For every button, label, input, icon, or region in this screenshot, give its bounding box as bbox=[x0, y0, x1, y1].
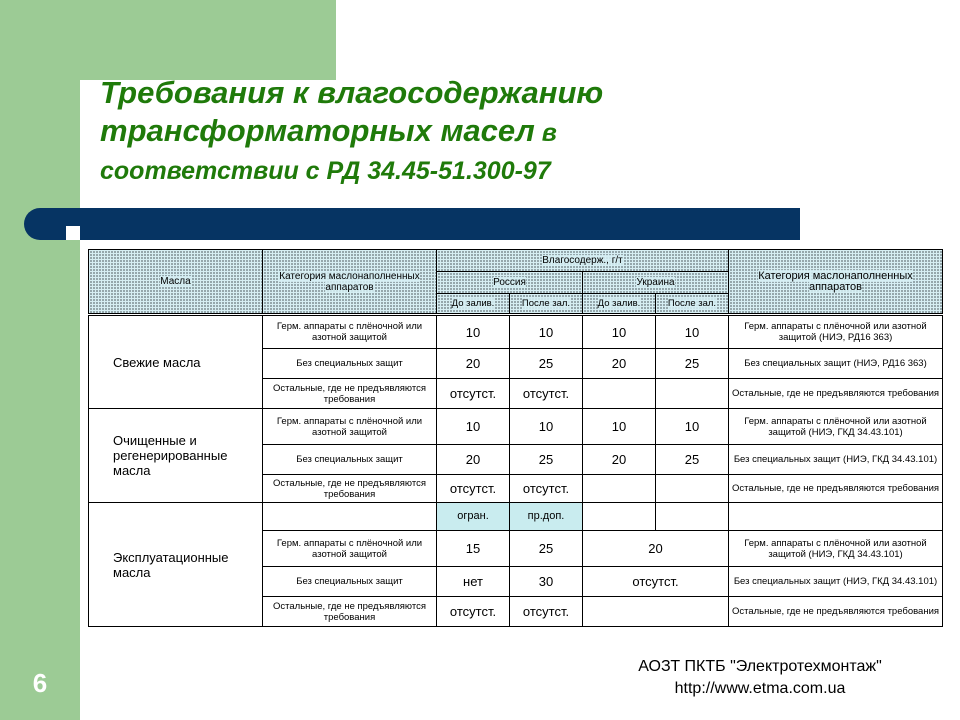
header-ru-before: До залив. bbox=[437, 294, 510, 314]
value-cell: отсутст. bbox=[510, 475, 583, 503]
empty-cell bbox=[263, 503, 437, 531]
value-cell bbox=[656, 379, 729, 409]
value-cell: 30 bbox=[510, 567, 583, 597]
slide-number: 6 bbox=[32, 668, 48, 698]
category-cell: Остальные, где не предъявляются требования bbox=[263, 475, 437, 503]
header-ru-after: После зал. bbox=[510, 294, 583, 314]
header-category: Категория маслонаполненных аппаратов bbox=[263, 250, 437, 314]
value-cell: 20 bbox=[437, 445, 510, 475]
value-cell: 25 bbox=[510, 531, 583, 567]
value-cell: отсутст. bbox=[583, 567, 729, 597]
value-cell: 10 bbox=[583, 409, 656, 445]
note-cell: Без специальных защит (НИЭ, ГКД 34.43.101) bbox=[729, 445, 943, 475]
value-cell: 20 bbox=[583, 445, 656, 475]
value-cell: 10 bbox=[583, 316, 656, 349]
value-cell: отсутст. bbox=[437, 475, 510, 503]
header-category-right: Категория маслонаполненных аппаратов bbox=[729, 250, 943, 314]
header-ukraine: Украина bbox=[583, 272, 729, 294]
header-ua-after: После зал. bbox=[656, 294, 729, 314]
footer bbox=[600, 656, 920, 700]
category-cell: Без специальных защит bbox=[263, 349, 437, 379]
group-purified-oils: Очищенные и регенерированные масла bbox=[89, 409, 263, 503]
header-oil: Масла bbox=[89, 250, 263, 314]
category-cell: Герм. аппараты с плёночной или азотной защитой bbox=[263, 531, 437, 567]
header-ua-before: До залив. bbox=[583, 294, 656, 314]
group-fresh-oils: Свежие масла bbox=[89, 316, 263, 409]
title-line-3: соответствии с РД 34.45-51.300-97 bbox=[100, 157, 551, 185]
note-cell: Герм. аппараты с плёночной или азотной защитой (НИЭ, ГКД 34.43.101) bbox=[729, 531, 943, 567]
title-line-1: Требования к влагосодержанию bbox=[100, 75, 604, 110]
category-cell: Герм. аппараты с плёночной или азотной защитой bbox=[263, 409, 437, 445]
title-line-2-small: в bbox=[534, 119, 557, 147]
empty-cell bbox=[656, 503, 729, 531]
category-cell: Без специальных защит bbox=[263, 445, 437, 475]
value-cell bbox=[583, 597, 729, 627]
side-strip bbox=[0, 0, 80, 720]
category-cell: Без специальных защит bbox=[263, 567, 437, 597]
value-cell: 25 bbox=[510, 349, 583, 379]
value-cell bbox=[656, 475, 729, 503]
value-cell: 25 bbox=[656, 349, 729, 379]
value-cell: отсутст. bbox=[437, 597, 510, 627]
footer-url[interactable]: http://www.etma.com.ua bbox=[674, 680, 846, 697]
category-cell: Остальные, где не предъявляются требования bbox=[263, 379, 437, 409]
value-cell: 20 bbox=[437, 349, 510, 379]
value-cell: 10 bbox=[437, 409, 510, 445]
value-cell bbox=[583, 475, 656, 503]
moisture-requirements-table bbox=[88, 249, 943, 627]
value-cell: 10 bbox=[510, 316, 583, 349]
footer-org: АОЗТ ПКТБ "Электротехмонтаж" bbox=[638, 658, 882, 675]
category-cell: Остальные, где не предъявляются требования bbox=[263, 597, 437, 627]
value-cell: отсутст. bbox=[510, 379, 583, 409]
slide-title bbox=[100, 74, 860, 190]
value-cell: 25 bbox=[510, 445, 583, 475]
title-line-2-main: трансформаторных масел bbox=[100, 113, 535, 148]
value-cell: 25 bbox=[656, 445, 729, 475]
header-russia: Россия bbox=[437, 272, 583, 294]
note-cell: Остальные, где не предъявляются требования bbox=[729, 597, 943, 627]
title-line-2 bbox=[100, 112, 860, 152]
divider-notch bbox=[66, 226, 80, 240]
note-cell: Без специальных защит (НИЭ, ГКД 34.43.101) bbox=[729, 567, 943, 597]
value-cell: 10 bbox=[656, 409, 729, 445]
value-cell bbox=[583, 379, 656, 409]
value-cell: 20 bbox=[583, 531, 729, 567]
value-cell: 10 bbox=[437, 316, 510, 349]
limit-label: огран. bbox=[437, 503, 510, 531]
note-cell: Остальные, где не предъявляются требования bbox=[729, 379, 943, 409]
limit-label: пр.доп. bbox=[510, 503, 583, 531]
empty-cell bbox=[729, 503, 943, 531]
value-cell: отсутст. bbox=[437, 379, 510, 409]
value-cell: отсутст. bbox=[510, 597, 583, 627]
group-operational-oils: Эксплуатационные масла bbox=[89, 503, 263, 627]
note-cell: Остальные, где не предъявляются требования bbox=[729, 475, 943, 503]
empty-cell bbox=[583, 503, 656, 531]
value-cell: 20 bbox=[583, 349, 656, 379]
header-moisture: Влагосодерж., г/т bbox=[437, 250, 729, 272]
value-cell: нет bbox=[437, 567, 510, 597]
note-cell: Герм. аппараты с плёночной или азотной защитой (НИЭ, ГКД 34.43.101) bbox=[729, 409, 943, 445]
value-cell: 15 bbox=[437, 531, 510, 567]
value-cell: 10 bbox=[656, 316, 729, 349]
note-cell: Герм. аппараты с плёночной или азотной защитой (НИЭ, РД16 363) bbox=[729, 316, 943, 349]
corner-decoration bbox=[80, 0, 336, 80]
value-cell: 10 bbox=[510, 409, 583, 445]
category-cell: Герм. аппараты с плёночной или азотной защитой bbox=[263, 316, 437, 349]
note-cell: Без специальных защит (НИЭ, РД16 363) bbox=[729, 349, 943, 379]
title-divider-bar bbox=[24, 208, 800, 240]
